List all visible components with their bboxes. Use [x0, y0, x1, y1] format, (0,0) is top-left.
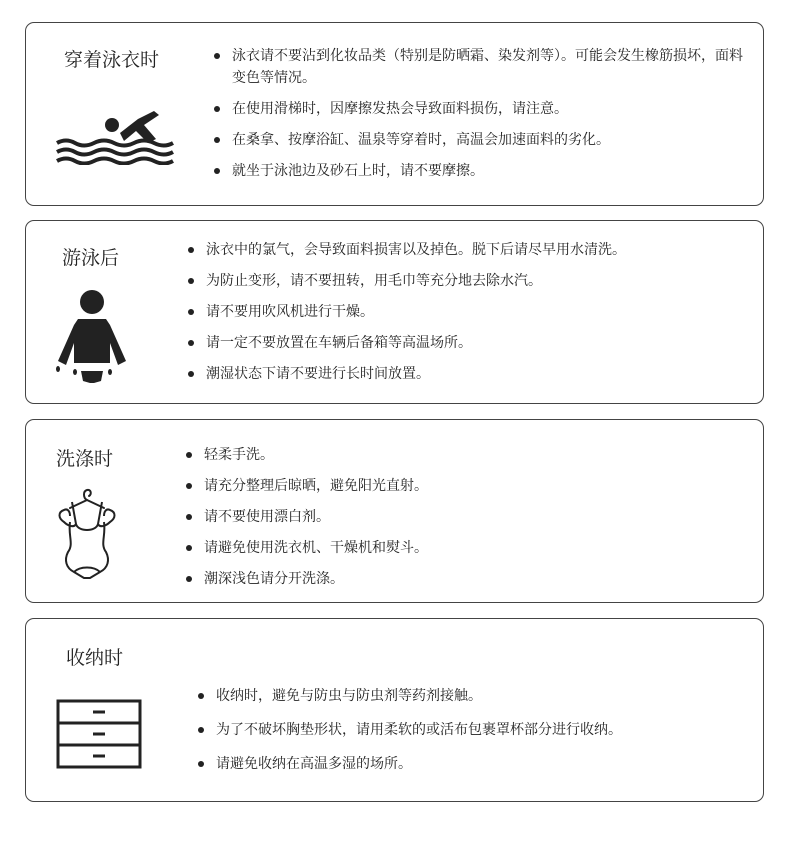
section-title: 洗涤时 — [56, 448, 114, 470]
list-item: 在桑拿、按摩浴缸、温泉等穿着时，高温会加速面料的劣化。 — [214, 129, 744, 151]
swimmer-icon — [56, 105, 174, 165]
care-section-after-swimming — [25, 220, 764, 404]
care-list — [188, 239, 748, 394]
section-title: 游泳后 — [62, 247, 120, 269]
list-item: 在使用滑梯时，因摩擦发热会导致面料损伤，请注意。 — [214, 98, 744, 120]
care-list — [186, 444, 746, 599]
list-item: 潮湿状态下请不要进行长时间放置。 — [188, 363, 748, 385]
list-item: 请充分整理后晾晒，避免阳光直射。 — [186, 475, 746, 497]
list-item: 请一定不要放置在车辆后备箱等高温场所。 — [188, 332, 748, 354]
section-title: 收纳时 — [66, 647, 124, 669]
section-title: 穿着泳衣时 — [64, 49, 160, 71]
list-item: 泳衣请不要沾到化妆品类（特别是防晒霜、染发剂等）。可能会发生橡筋损坏，面料变色等情况。 — [214, 45, 744, 89]
list-item: 收纳时，避免与防虫与防虫剂等药剂接触。 — [198, 685, 748, 707]
list-item: 为防止变形，请不要扭转，用毛巾等充分地去除水汽。 — [188, 270, 748, 292]
care-section-storage — [25, 618, 764, 802]
list-item: 泳衣中的氯气，会导致面料损害以及掉色。脱下后请尽早用水清洗。 — [188, 239, 748, 261]
list-item: 请不要用吹风机进行干燥。 — [188, 301, 748, 323]
list-item: 请不要使用漂白剂。 — [186, 506, 746, 528]
swimsuit-hanger-icon — [54, 486, 120, 582]
care-list — [214, 45, 744, 191]
list-item: 潮深浅色请分开洗涤。 — [186, 568, 746, 590]
list-item: 轻柔手洗。 — [186, 444, 746, 466]
list-item: 请避免收纳在高温多湿的场所。 — [198, 753, 748, 775]
drawer-icon — [56, 699, 142, 769]
wet-person-icon — [54, 289, 130, 389]
care-section-wearing — [25, 22, 764, 206]
care-list — [198, 685, 748, 784]
list-item: 为了不破坏胸垫形状，请用柔软的或活布包裹罩杯部分进行收纳。 — [198, 719, 748, 741]
list-item: 就坐于泳池边及砂石上时，请不要摩擦。 — [214, 160, 744, 182]
list-item: 请避免使用洗衣机、干燥机和熨斗。 — [186, 537, 746, 559]
care-section-washing — [25, 419, 764, 603]
